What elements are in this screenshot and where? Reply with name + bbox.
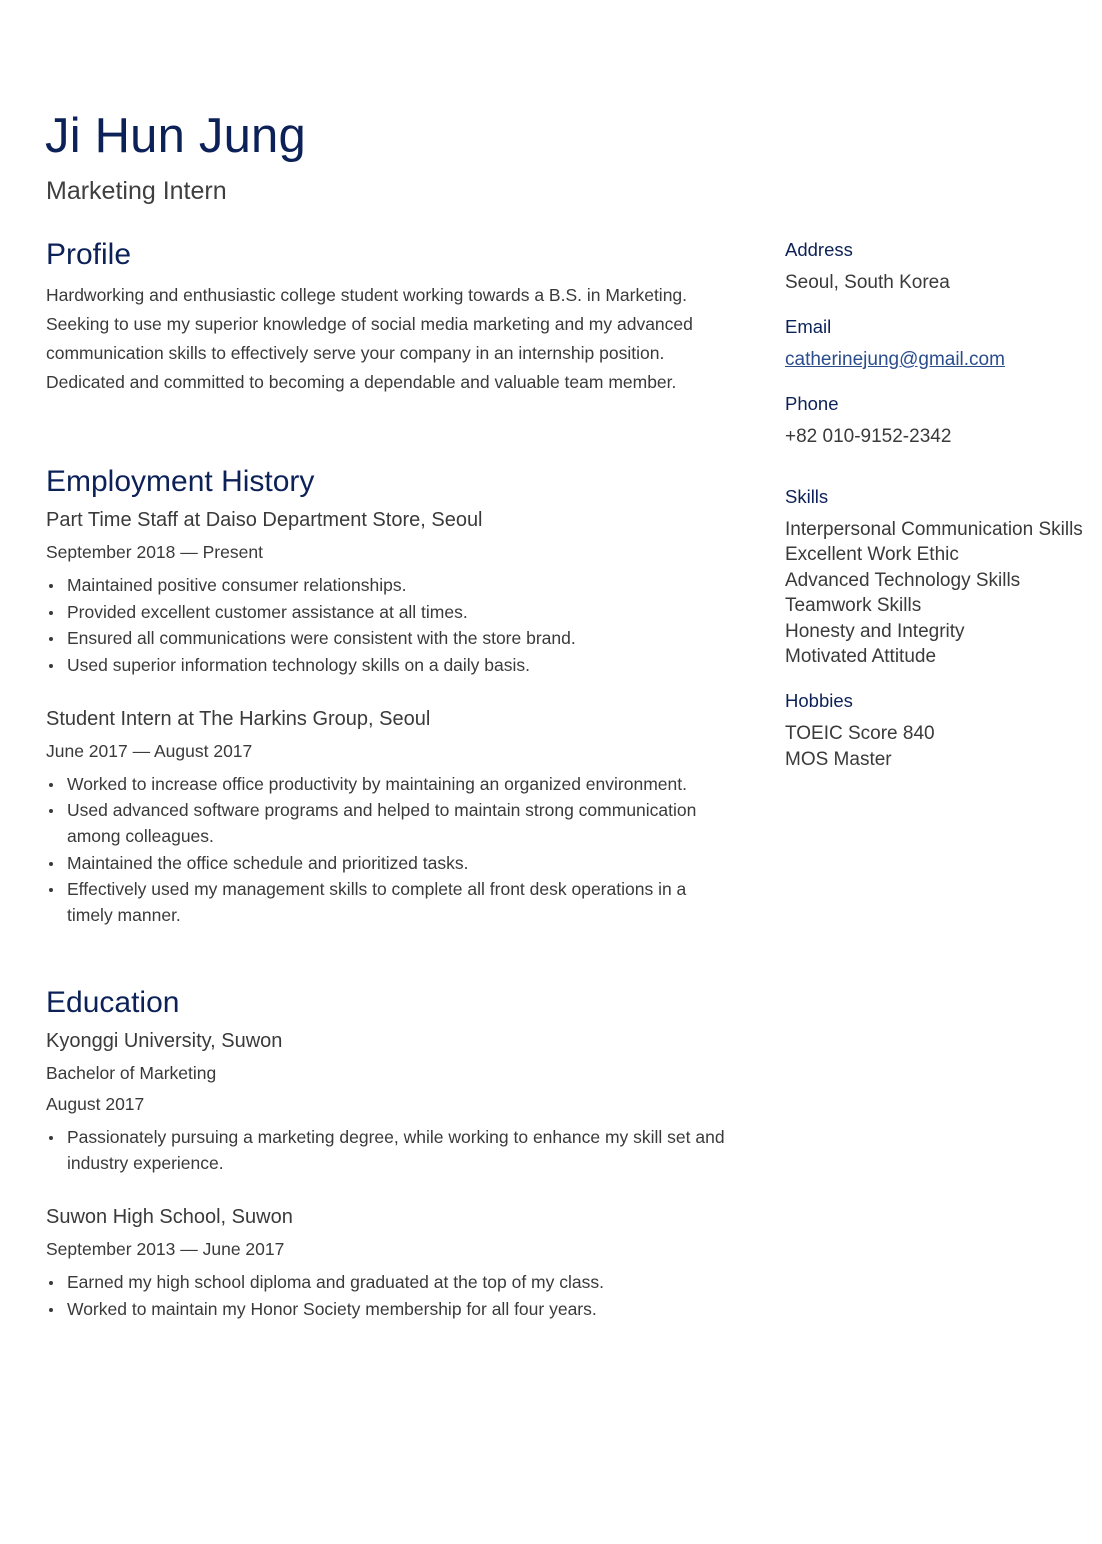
education-entry-date: August 2017 [46,1094,145,1114]
education-entry-degree: Bachelor of Marketing [46,1063,217,1083]
bullet-item: Used advanced software programs and helped to maintain strong communication among colleagues. [46,797,736,849]
skill-item: Interpersonal Communication Skills [785,519,1083,540]
bullet-item: Ensured all communications were consistent with the store brand. [46,625,736,651]
education-entry-bullets [46,1269,736,1322]
education-section [46,984,736,1322]
skill-item: Teamwork Skills [785,595,922,617]
phone-block [785,392,1085,449]
address-block [785,238,1085,295]
bullet-item: Worked to maintain my Honor Society membership for all four years. [46,1296,736,1322]
hobbies-label: Hobbies [785,690,853,712]
profile-section [46,236,736,397]
bullet-item: Worked to increase office productivity by maintaining an organized environment. [46,771,736,797]
education-entry-title: Kyonggi University, Suwon [46,1030,283,1052]
hobby-item: TOEIC Score 840 [785,723,935,745]
employment-entry-title: Student Intern at The Harkins Group, Seoul [46,707,431,730]
skill-item: Excellent Work Ethic [785,544,959,566]
hobbies-block [785,689,1085,772]
address-label: Address [785,239,853,260]
education-entry [46,1028,736,1176]
employment-entry-date: September 2018 — Present [46,542,263,562]
candidate-name: Ji Hun Jung [45,109,306,163]
phone-value: +82 010-9152-2342 [785,426,952,447]
employment-entry-title: Part Time Staff at Daiso Department Store, Seoul [46,509,483,531]
skills-list [785,517,1085,669]
bullet-item: Maintained positive consumer relationships. [46,572,736,598]
employment-section [46,463,736,928]
bullet-item: Earned my high school diploma and graduated at the top of my class. [46,1269,736,1295]
hobbies-list [785,721,1085,772]
skills-label: Skills [785,486,829,507]
sidebar [785,238,1085,772]
candidate-title: Marketing Intern [46,177,227,205]
bullet-item: Used superior information technology skills on a daily basis. [46,652,736,678]
email-block [785,315,1085,372]
employment-entry-bullets [46,572,736,678]
bullet-item: Effectively used my management skills to complete all front desk operations in a timely manner. [46,876,736,928]
hobby-item: MOS Master [785,748,892,770]
employment-heading: Employment History [46,465,315,498]
skill-item: Honesty and Integrity [785,620,965,642]
education-entry [46,1204,736,1322]
profile-text: Hardworking and enthusiastic college student working towards a B.S. in Marketing. Seeking to use my superior knowledge of social media marketing and my advanced communication skills to effectively serve your company in an internship position. Dedicated and committed to becoming a dependable and valuable team member. [46,285,693,392]
phone-label: Phone [785,393,839,414]
employment-entry-date: June 2017 — August 2017 [46,740,253,761]
bullet-item: Provided excellent customer assistance at all times. [46,599,736,625]
employment-entry-bullets [46,771,736,929]
skill-item: Motivated Attitude [785,646,937,668]
email-label: Email [785,316,832,337]
education-entry-date: September 2013 — June 2017 [46,1239,285,1259]
main-column [46,236,736,1322]
profile-heading: Profile [46,238,132,271]
skill-item: Advanced Technology Skills [785,569,1021,591]
education-entry-bullets [46,1124,736,1176]
address-value: Seoul, South Korea [785,272,950,293]
skills-block [785,485,1085,669]
bullet-item: Passionately pursuing a marketing degree, while working to enhance my skill set and industry experience. [46,1124,736,1176]
education-entry-title: Suwon High School, Suwon [46,1206,293,1228]
employment-entry [46,507,736,678]
bullet-item: Maintained the office schedule and prioritized tasks. [46,850,736,876]
education-heading: Education [46,986,180,1019]
email-link[interactable]: catherinejung@gmail.com [785,349,1005,370]
employment-entry [46,706,736,929]
